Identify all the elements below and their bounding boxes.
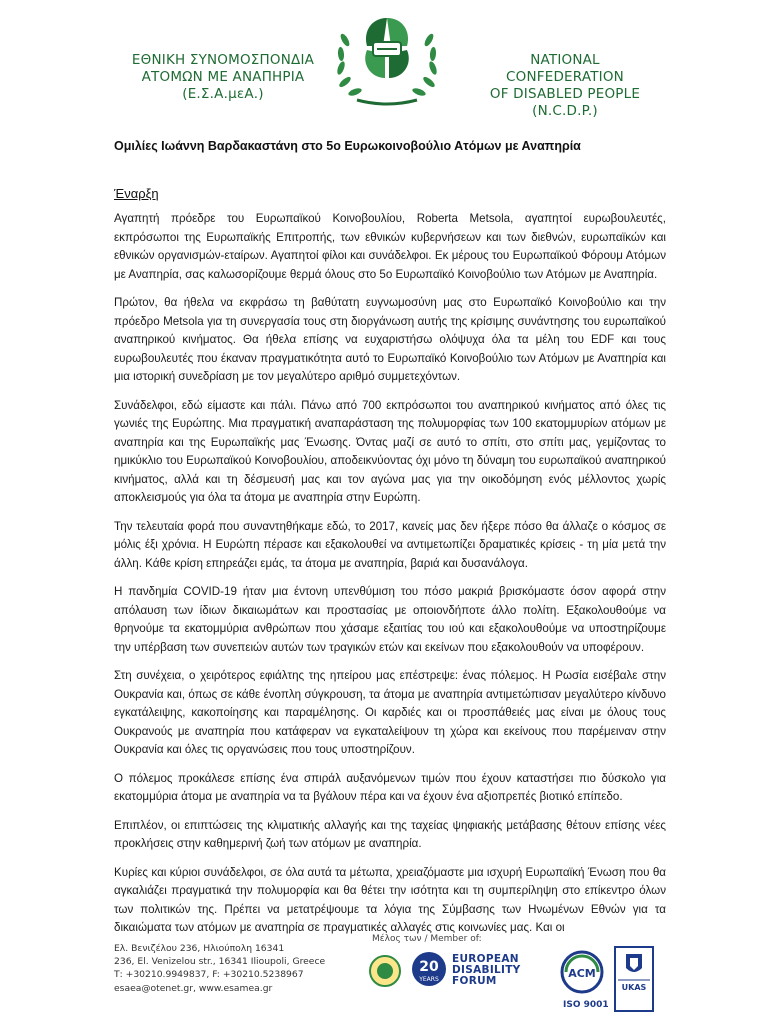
org-name-greek-line2: ΑΤΟΜΩΝ ΜΕ ΑΝΑΠΗΡΙΑ (Ε.Σ.Α.μεΑ.)	[141, 69, 305, 102]
paragraph: Κυρίες και κύριοι συνάδελφοι, σε όλα αυτά τα μέτωπα, χρειαζόμαστε μια ισχυρή Ευρωπαϊκή Ένωση που θα αγκαλιάζει πραγματικά την πολυμορφία και θα θέτει την ισότητα και τη συμπερίληψη στο επίκεντρο όλων των πολιτικών της. Πρέπει να μετατρέψουμε τα λόγια της Σύμβασης των Ηνωμένων Εθνών για τα δικαιώματα των ατόμων με αναπηρία σε πραγματικές αλλαγές στις κοινωνίες μας. Και οι	[114, 865, 666, 934]
paragraph: Πρώτον, θα ήθελα να εκφράσω τη βαθύτατη ευγνωμοσύνη μας στο Ευρωπαϊκό Κοινοβούλιο και την πρόεδρο Metsola για τη συνεργασία τους στη διοργάνωση αυτής της κρίσιμης συνάντησης του ευρωπαϊκού αναπηρικού κινήματος. Θα ήθελα επίσης να ευχαριστήσω ολόψυχα όλα τα μέλη του EDF και τους ευρωβουλευτές που έκαναν πραγματικότητα αυτό το Ευρωπαϊκό Κοινοβούλιο των Ατόμων με Αναπηρία και μια ιστορική συνεδρίαση με τον μεγαλύτερο αριθμό συμμετεχόντων.	[114, 296, 666, 383]
paragraph: Ο πόλεμος προκάλεσε επίσης ένα σπιράλ αυξανόμενων τιμών που έχουν καταστήσει πιο δύσκολο για εκατομμύρια άτομα με αναπηρία να τα βγάλουν πέρα και να έχουν ένα αξιοπρεπές βιοτικό επίπεδο.	[114, 771, 666, 803]
edf-name-line1: EUROPEAN	[452, 953, 519, 965]
contact-address	[114, 942, 325, 995]
address-english: 236, El. Venizelou str., 16341 Ilioupoli, Greece	[114, 956, 326, 968]
letterhead	[0, 0, 768, 118]
acm-label: ACM	[568, 967, 596, 980]
edf-20-years-badge	[410, 950, 448, 988]
letterhead-footer	[0, 930, 768, 1024]
phone-fax: Τ: +30210.9949837, F: +30210.5238967	[114, 969, 304, 981]
paragraph: Αγαπητή πρόεδρε του Ευρωπαϊκού Κοινοβουλίου, Roberta Metsola, αγαπητοί ευρωβουλευτές, εκπρόσωποι της Ευρωπαϊκής Επιτροπής, των εθνικών κυβερνήσεων και των διεθνών, ευρωπαϊκών και εθνικών οργανισμών-εταίρων. Αγαπητοί φίλοι και συνάδελφοι. Εκ μέρους του Ευρωπαϊκού Φόρουμ Ατόμων με Αναπηρία, σας καλωσορίζουμε θερμά όλους στο 5ο Ευρωπαϊκό Κοινοβούλιο των Ατόμων με Αναπηρία.	[114, 212, 666, 281]
paragraph: Την τελευταία φορά που συναντηθήκαμε εδώ, το 2017, κανείς μας δεν ήξερε πόσο θα άλλαζε ο κόσμος σε μόλις έξι χρόνια. Η Ευρώπη πέρασε και εξακολουθεί να αντιμετωπίζει δραματικές κρίσεις - τη μία μετά την άλλη. Κάθε κρίση επηρεάζει εμάς, τα άτομα με αναπηρία, βαριά και δυσανάλογα.	[114, 519, 666, 570]
ukas-accreditation-icon	[614, 946, 654, 1012]
section-heading: Έναρξη	[114, 186, 159, 201]
ukas-label: UKAS	[621, 983, 647, 992]
iso-9001-label: ISO 9001	[563, 1000, 609, 1010]
edf-years-label: YEARS	[419, 976, 439, 983]
email-website: esaea@otenet.gr, www.esamea.gr	[114, 982, 273, 994]
org-name-english	[470, 52, 660, 120]
acm-certification-icon	[560, 950, 604, 994]
partner-badge-icon	[368, 954, 402, 988]
paragraph: Στη συνέχεια, ο χειρότερος εφιάλτης της ηπείρου μας επέστρεψε: ένας πόλεμος. Η Ρωσία εισέβαλε στην Ουκρανία και, όπως σε κάθε ένοπλη σύγκρουση, τα άτομα με αναπηρία αντιμετώπισαν μεγαλύτερο κίνδυνο εγκατάλειψης, κακοποίησης και παραμέλησης. Οι καρδιές και οι προσπάθειές μας είναι με όλους τους Ουκρανούς με αναπηρία που κατάφεραν να εγκαταλείψουν τη χώρα και εκείνους που παρέμειναν στην Ουκρανία και όλες τις οργανώσεις που τους υποστηρίζουν.	[114, 669, 666, 756]
org-name-english-line2: OF DISABLED PEOPLE (N.C.D.P.)	[489, 86, 641, 119]
paragraph: Η πανδημία COVID-19 ήταν μια έντονη υπενθύμιση του πόσο μακριά βρισκόμαστε όσον αφορά στην απόλαυση των ίδιων δικαιωμάτων και προστασίας με οποιονδήποτε άλλο πολίτη. Εξακολουθούμε να θρηνούμε τα εκατομμύρια ανθρώπων που χάσαμε εξαιτίας του ιού και εξακολουθούμε να υποστηρίζουμε την υπέρβαση των συνεπειών αυτών των τραγικών ετών και εκείνων που εξακολουθούν να υποφέρουν.	[114, 585, 666, 654]
paragraph: Επιπλέον, οι επιπτώσεις της κλιματικής αλλαγής και της ταχείας ψηφιακής μετάβασης θέτουν επίσης νέες προκλήσεις στην καθημερινή ζωή των ατόμων με αναπηρία.	[114, 818, 666, 850]
edf-name	[452, 954, 521, 987]
document-title: Ομιλίες Ιωάννη Βαρδακαστάνη στο 5ο Ευρωκοινοβούλιο Ατόμων με Αναπηρία	[114, 139, 581, 153]
org-name-greek	[118, 52, 328, 103]
confederation-logo	[327, 4, 447, 114]
address-greek: Ελ. Βενιζέλου 236, Ηλιούπολη 16341	[114, 943, 285, 954]
paragraph: Συνάδελφοι, εδώ είμαστε και πάλι. Πάνω από 700 εκπρόσωποι του αναπηρικού κινήματος από όλες τις γωνιές της Ευρώπης. Μια πραγματική αναπαράσταση της πολυμορφίας των 100 εκατομμυρίων ατόμων με αναπηρία και της Ευρωπαϊκής μας Ένωσης. Όντας μαζί σε αυτό το σπίτι, στο σπίτι μας, γεμίζοντας το ημικύκλιο του Ευρωπαϊκού Κοινοβουλίου, αποδεικνύοντας όχι μόνο τη δύναμη του ευρωπαϊκού αναπηρικού κινήματος, αλλά και τη δέσμευσή μας και τον αγώνα μας για την οικοδόμηση ενός μέλλοντος χωρίς αποκλεισμούς για όλα τα άτομα με αναπηρία στην Ευρώπη.	[114, 398, 666, 504]
edf-years-number: 20	[419, 959, 439, 975]
org-name-english-line1: NATIONAL CONFEDERATION	[506, 52, 624, 85]
edf-name-line2: DISABILITY	[452, 964, 521, 976]
document-body	[114, 210, 666, 934]
edf-name-line3: FORUM	[452, 975, 497, 987]
member-of-label: Μέλος των / Member of:	[372, 934, 482, 944]
org-name-greek-line1: ΕΘΝΙΚΗ ΣΥΝΟΜΟΣΠΟΝΔΙΑ	[131, 52, 315, 68]
